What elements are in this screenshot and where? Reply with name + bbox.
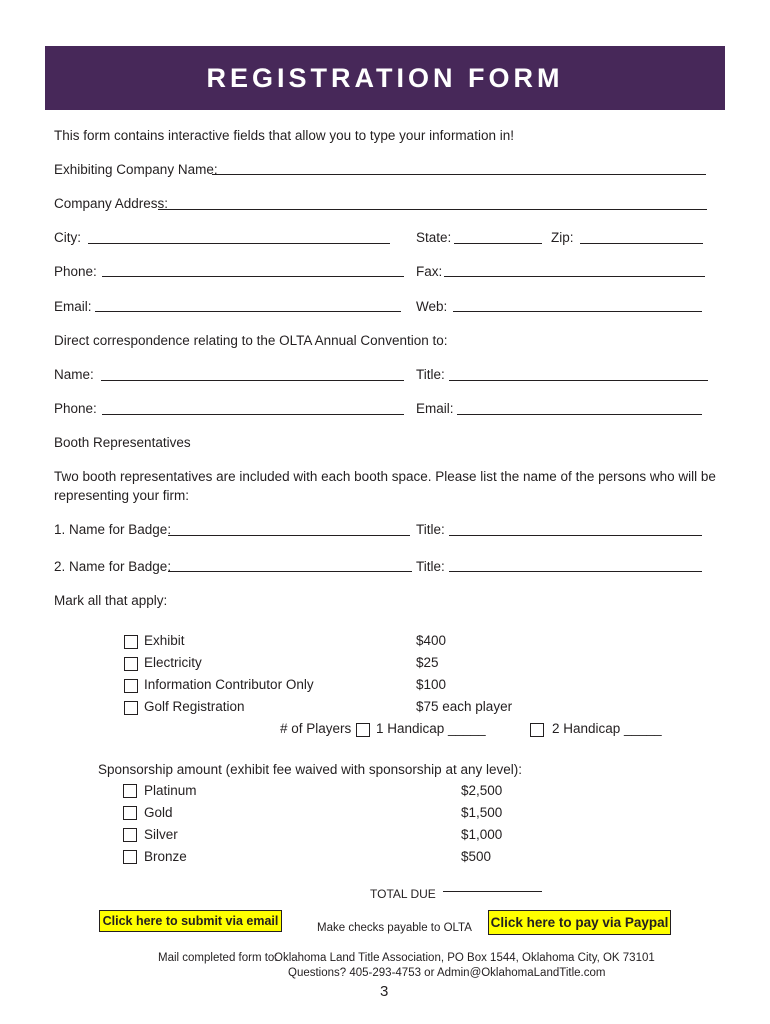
platinum-price: $2,500: [461, 783, 503, 798]
player1-checkbox[interactable]: [356, 723, 370, 737]
city-field[interactable]: [88, 243, 390, 244]
bronze-checkbox[interactable]: [123, 850, 137, 864]
badge2-title-field[interactable]: [449, 571, 702, 572]
info-contributor-checkbox[interactable]: [124, 679, 138, 693]
contact-email-label: Email:: [416, 401, 454, 416]
badge1-label: 1. Name for Badge:: [54, 522, 172, 537]
submit-email-button[interactable]: Click here to submit via email: [99, 910, 282, 932]
form-title-banner: [45, 46, 725, 110]
badge2-name-field[interactable]: [168, 571, 412, 572]
mail-label: Mail completed form to:: [158, 952, 278, 964]
contact-name-label: Name:: [54, 367, 94, 382]
city-label: City:: [54, 230, 81, 245]
phone-label: Phone:: [54, 264, 97, 279]
company-address-label: Company Address:: [54, 196, 169, 211]
players-label: # of Players: [280, 721, 352, 736]
state-field[interactable]: [454, 243, 542, 244]
gold-checkbox[interactable]: [123, 806, 137, 820]
booth-description-line1: Two booth representatives are included with each booth space. Please list the name of the persons who will be: [54, 469, 716, 484]
email-label: Email:: [54, 299, 92, 314]
fax-label: Fax:: [416, 264, 443, 279]
contact-name-field[interactable]: [101, 380, 404, 381]
total-due-field[interactable]: [443, 891, 542, 892]
zip-label: Zip:: [551, 230, 574, 245]
checks-note: Make checks payable to OLTA: [317, 922, 472, 934]
badge1-title-field[interactable]: [449, 535, 702, 536]
electricity-label: Electricity: [144, 655, 202, 670]
golf-checkbox[interactable]: [124, 701, 138, 715]
badge1-title-label: Title:: [416, 522, 445, 537]
sponsorship-heading: Sponsorship amount (exhibit fee waived with sponsorship at any level):: [98, 762, 522, 777]
state-label: State:: [416, 230, 452, 245]
correspondence-heading: Direct correspondence relating to the OLTA Annual Convention to:: [54, 333, 448, 348]
exhibit-checkbox[interactable]: [124, 635, 138, 649]
contact-phone-field[interactable]: [102, 414, 404, 415]
silver-price: $1,000: [461, 827, 503, 842]
email-field[interactable]: [95, 311, 401, 312]
gold-price: $1,500: [461, 805, 503, 820]
silver-checkbox[interactable]: [123, 828, 137, 842]
gold-label: Gold: [144, 805, 173, 820]
intro-text: This form contains interactive fields that allow you to type your information in!: [54, 128, 514, 143]
golf-label: Golf Registration: [144, 699, 245, 714]
golf-price: $75 each player: [416, 699, 513, 714]
mail-address: Oklahoma Land Title Association, PO Box 1544, Oklahoma City, OK 73101: [274, 952, 655, 964]
company-name-label: Exhibiting Company Name:: [54, 162, 218, 177]
contact-title-field[interactable]: [449, 380, 708, 381]
options-heading: Mark all that apply:: [54, 593, 168, 608]
questions-contact: Questions? 405-293-4753 or Admin@OklahomaLandTitle.com: [288, 967, 606, 979]
company-name-field[interactable]: [212, 174, 706, 175]
bronze-label: Bronze: [144, 849, 187, 864]
pay-paypal-button[interactable]: Click here to pay via Paypal: [488, 910, 671, 935]
platinum-label: Platinum: [144, 783, 197, 798]
web-label: Web:: [416, 299, 448, 314]
player1-handicap: 1 Handicap _____: [376, 721, 486, 736]
info-contributor-price: $100: [416, 677, 447, 692]
electricity-checkbox[interactable]: [124, 657, 138, 671]
platinum-checkbox[interactable]: [123, 784, 137, 798]
badge2-label: 2. Name for Badge:: [54, 559, 172, 574]
contact-email-field[interactable]: [457, 414, 702, 415]
company-address-field[interactable]: [158, 209, 707, 210]
zip-field[interactable]: [580, 243, 703, 244]
badge1-name-field[interactable]: [168, 535, 410, 536]
booth-description-line2: representing your firm:: [54, 488, 190, 503]
contact-title-label: Title:: [416, 367, 445, 382]
electricity-price: $25: [416, 655, 439, 670]
exhibit-price: $400: [416, 633, 447, 648]
silver-label: Silver: [144, 827, 178, 842]
total-due-label: TOTAL DUE: [370, 887, 436, 901]
web-field[interactable]: [453, 311, 702, 312]
page-number: 3: [380, 983, 389, 1000]
player2-handicap: 2 Handicap _____: [552, 721, 662, 736]
form-title: REGISTRATION FORM: [206, 63, 564, 93]
bronze-price: $500: [461, 849, 492, 864]
exhibit-label: Exhibit: [144, 633, 185, 648]
phone-field[interactable]: [102, 276, 404, 277]
fax-field[interactable]: [444, 276, 705, 277]
booth-heading: Booth Representatives: [54, 435, 191, 450]
contact-phone-label: Phone:: [54, 401, 97, 416]
player2-checkbox[interactable]: [530, 723, 544, 737]
info-contributor-label: Information Contributor Only: [144, 677, 314, 692]
badge2-title-label: Title:: [416, 559, 445, 574]
